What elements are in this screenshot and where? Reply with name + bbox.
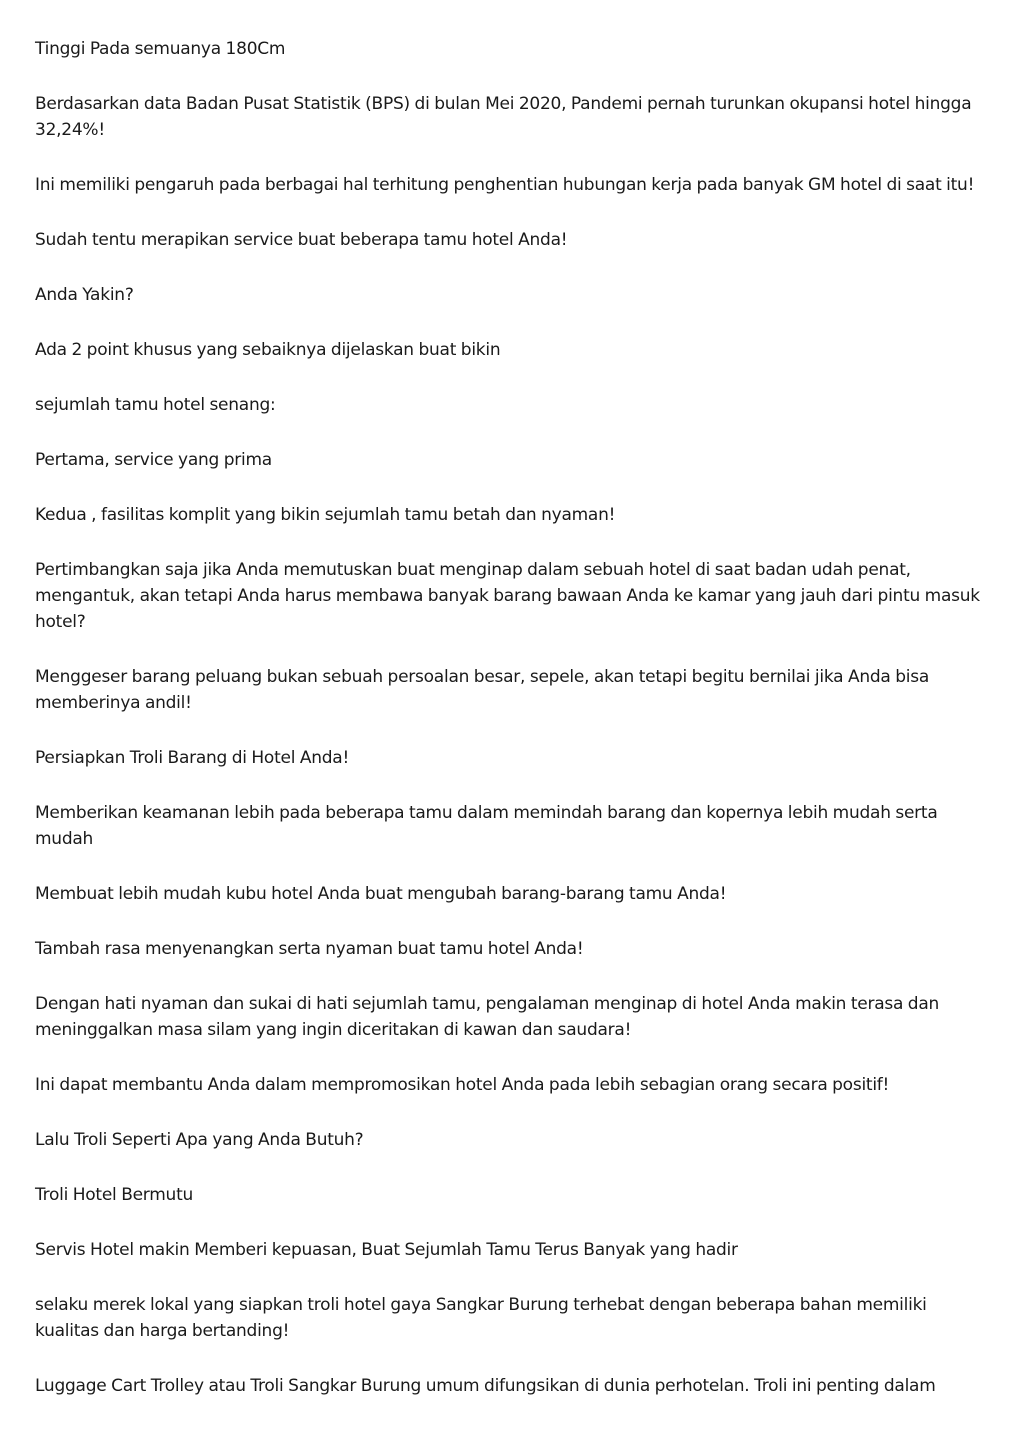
paragraph-21: selaku merek lokal yang siapkan troli hotel gaya Sangkar Burung terhebat dengan beberapa bahan memiliki kualitas dan harga bertanding! — [35, 1295, 927, 1341]
paragraph-14: Membuat lebih mudah kubu hotel Anda buat mengubah barang-barang tamu Anda! — [35, 884, 727, 904]
paragraph-22: Luggage Cart Trolley atau Troli Sangkar Burung umum difungsikan di dunia perhotelan. Troli ini penting dalam — [35, 1376, 936, 1396]
paragraph-13: Memberikan keamanan lebih pada beberapa tamu dalam memindah barang dan kopernya lebih mudah serta mudah — [35, 803, 938, 849]
paragraph-17: Ini dapat membantu Anda dalam mempromosikan hotel Anda pada lebih sebagian orang secara positif! — [35, 1075, 890, 1095]
paragraph-11: Menggeser barang peluang bukan sebuah persoalan besar, sepele, akan tetapi begitu bernilai jika Anda bisa memberinya andil! — [35, 667, 930, 713]
paragraph-6: Ada 2 point khusus yang sebaiknya dijelaskan buat bikin — [35, 340, 501, 360]
paragraph-7: sejumlah tamu hotel senang: — [35, 395, 276, 415]
paragraph-20: Servis Hotel makin Memberi kepuasan, Buat Sejumlah Tamu Terus Banyak yang hadir — [35, 1240, 738, 1260]
document-page — [35, 36, 995, 1428]
paragraph-5: Anda Yakin? — [35, 285, 134, 305]
paragraph-1: Tinggi Pada semuanya 180Cm — [35, 39, 286, 59]
paragraph-15: Tambah rasa menyenangkan serta nyaman buat tamu hotel Anda! — [35, 939, 584, 959]
paragraph-16: Dengan hati nyaman dan sukai di hati sejumlah tamu, pengalaman menginap di hotel Anda makin terasa dan meninggalkan masa silam yang ingin diceritakan di kawan dan saudara! — [35, 994, 940, 1040]
paragraph-12: Persiapkan Troli Barang di Hotel Anda! — [35, 748, 350, 768]
paragraph-4: Sudah tentu merapikan service buat beberapa tamu hotel Anda! — [35, 230, 568, 250]
paragraph-18: Lalu Troli Seperti Apa yang Anda Butuh? — [35, 1130, 364, 1150]
paragraph-2: Berdasarkan data Badan Pusat Statistik (BPS) di bulan Mei 2020, Pandemi pernah turunkan okupansi hotel hingga 32,24%! — [35, 94, 972, 140]
paragraph-8: Pertama, service yang prima — [35, 450, 272, 470]
paragraph-3: Ini memiliki pengaruh pada berbagai hal terhitung penghentian hubungan kerja pada banyak GM hotel di saat itu! — [35, 175, 975, 195]
paragraph-9: Kedua , fasilitas komplit yang bikin sejumlah tamu betah dan nyaman! — [35, 505, 616, 525]
paragraph-10: Pertimbangkan saja jika Anda memutuskan buat menginap dalam sebuah hotel di saat badan udah penat, mengantuk, akan tetapi Anda harus membawa banyak barang bawaan Anda ke kamar yang jauh dari pintu masuk hotel? — [35, 560, 980, 632]
paragraph-19: Troli Hotel Bermutu — [35, 1185, 194, 1205]
